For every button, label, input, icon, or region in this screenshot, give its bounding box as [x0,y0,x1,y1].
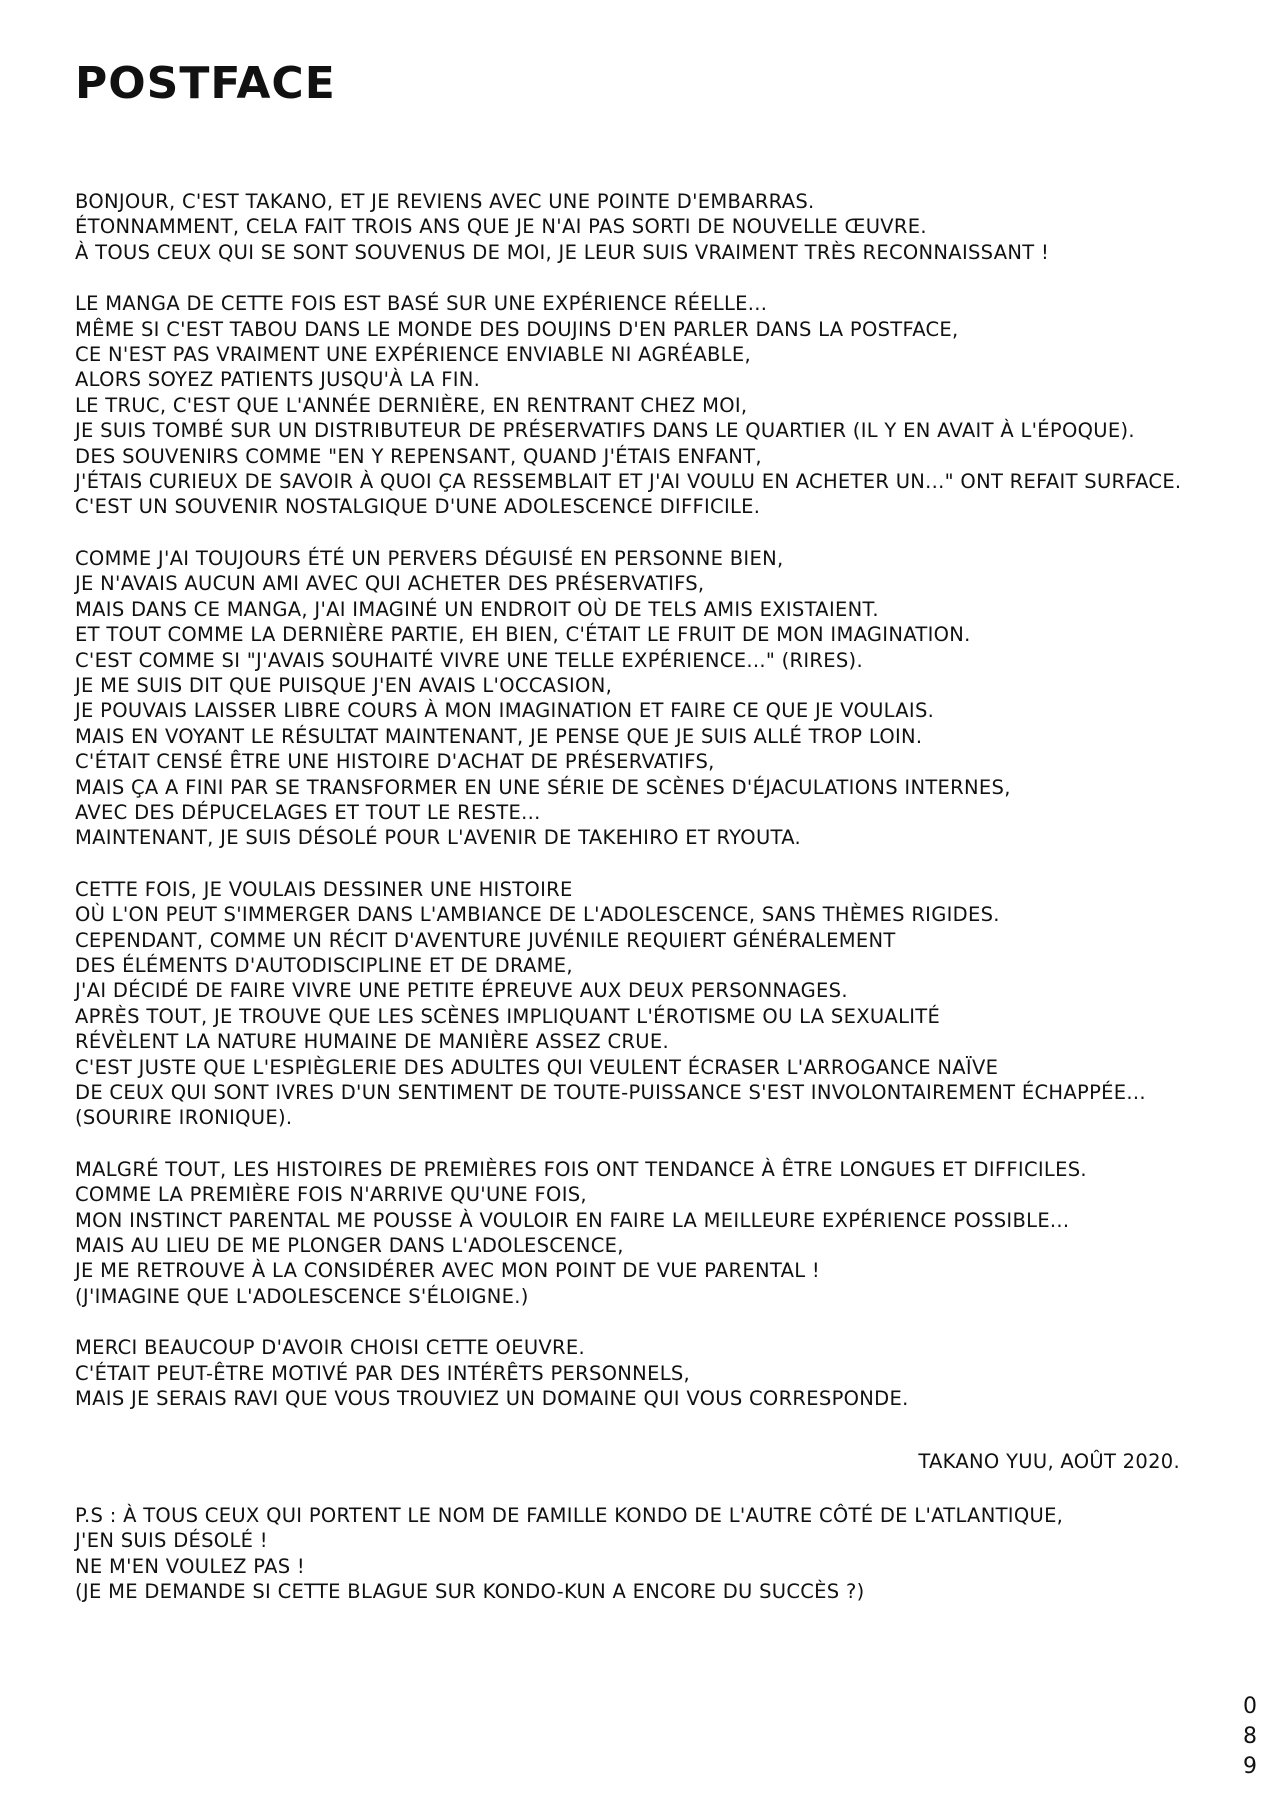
text-line: NE M'EN VOULEZ PAS ! [75,1554,306,1578]
text-line: J'AI DÉCIDÉ DE FAIRE VIVRE UNE PETITE ÉPREUVE AUX DEUX PERSONNAGES. [75,979,848,1003]
text-line: CE N'EST PAS VRAIMENT UNE EXPÉRIENCE ENVIABLE NI AGRÉABLE, [75,343,751,367]
text-line: ÉTONNAMMENT, CELA FAIT TROIS ANS QUE JE N'AI PAS SORTI DE NOUVELLE ŒUVRE. [75,215,927,239]
text-line: CETTE FOIS, JE VOULAIS DESSINER UNE HISTOIRE [75,877,573,901]
page-number-digit: 9 [1243,1754,1257,1779]
text-line: ALORS SOYEZ PATIENTS JUSQU'À LA FIN. [75,368,481,392]
postface-body [75,189,1215,1437]
text-line: MAIS EN VOYANT LE RÉSULTAT MAINTENANT, JE PENSE QUE JE SUIS ALLÉ TROP LOIN. [75,724,923,748]
paragraph-experience [75,291,1215,520]
text-line: P.S : À TOUS CEUX QUI PORTENT LE NOM DE FAMILLE KONDO DE L'AUTRE CÔTÉ DE L'ATLANTIQUE, [75,1504,1064,1527]
text-line: MAIS ÇA A FINI PAR SE TRANSFORMER EN UNE SÉRIE DE SCÈNES D'ÉJACULATIONS INTERNES, [75,775,1011,799]
page-title: POSTFACE [75,58,336,109]
text-line: MAIS DANS CE MANGA, J'AI IMAGINÉ UN ENDROIT OÙ DE TELS AMIS EXISTAIENT. [75,597,879,621]
text-line: AVEC DES DÉPUCELAGES ET TOUT LE RESTE... [75,800,541,824]
text-line: MERCI BEAUCOUP D'AVOIR CHOISI CETTE OEUVRE. [75,1336,585,1360]
text-line: MÊME SI C'EST TABOU DANS LE MONDE DES DOUJINS D'EN PARLER DANS LA POSTFACE, [75,317,959,341]
text-line: (JE ME DEMANDE SI CETTE BLAGUE SUR KONDO-KUN A ENCORE DU SUCCÈS ?) [75,1580,865,1604]
paragraph-thanks [75,1335,1215,1411]
text-line: C'EST UN SOUVENIR NOSTALGIQUE D'UNE ADOLESCENCE DIFFICILE. [75,495,761,519]
text-line: COMME J'AI TOUJOURS ÉTÉ UN PERVERS DÉGUISÉ EN PERSONNE BIEN, [75,546,784,570]
text-line: JE N'AVAIS AUCUN AMI AVEC QUI ACHETER DES PRÉSERVATIFS, [75,572,705,596]
text-line: LE TRUC, C'EST QUE L'ANNÉE DERNIÈRE, EN RENTRANT CHEZ MOI, [75,393,748,417]
paragraph-first-times [75,1157,1215,1309]
text-line: MALGRÉ TOUT, LES HISTOIRES DE PREMIÈRES FOIS ONT TENDANCE À ÊTRE LONGUES ET DIFFICILES. [75,1157,1087,1181]
postscript [75,1503,1215,1605]
text-line: COMME LA PREMIÈRE FOIS N'ARRIVE QU'UNE FOIS, [75,1183,587,1207]
text-line: MAIS JE SERAIS RAVI QUE VOUS TROUVIEZ UN DOMAINE QUI VOUS CORRESPONDE. [75,1387,909,1411]
text-line: DES ÉLÉMENTS D'AUTODISCIPLINE ET DE DRAME, [75,953,573,977]
text-line: DES SOUVENIRS COMME "EN Y REPENSANT, QUAND J'ÉTAIS ENFANT, [75,444,762,468]
page-number-digit: 8 [1243,1724,1257,1749]
text-line: JE POUVAIS LAISSER LIBRE COURS À MON IMAGINATION ET FAIRE CE QUE JE VOULAIS. [75,699,935,723]
text-line: OÙ L'ON PEUT S'IMMERGER DANS L'AMBIANCE DE L'ADOLESCENCE, SANS THÈMES RIGIDES. [75,903,1000,927]
text-line: RÉVÈLENT LA NATURE HUMAINE DE MANIÈRE ASSEZ CRUE. [75,1030,669,1054]
author-signature: TAKANO YUU, AOÛT 2020. [918,1450,1180,1473]
text-line: C'ÉTAIT CENSÉ ÊTRE UNE HISTOIRE D'ACHAT DE PRÉSERVATIFS, [75,750,715,774]
text-line: J'EN SUIS DÉSOLÉ ! [75,1529,268,1553]
text-line: C'EST JUSTE QUE L'ESPIÈGLERIE DES ADULTES QUI VEULENT ÉCRASER L'ARROGANCE NAÏVE [75,1055,999,1079]
text-line: BONJOUR, C'EST TAKANO, ET JE REVIENS AVEC UNE POINTE D'EMBARRAS. [75,190,815,213]
text-line: JE SUIS TOMBÉ SUR UN DISTRIBUTEUR DE PRÉSERVATIFS DANS LE QUARTIER (IL Y EN AVAIT À L'ÉPOQUE). [75,419,1135,443]
text-line: DE CEUX QUI SONT IVRES D'UN SENTIMENT DE TOUTE-PUISSANCE S'EST INVOLONTAIREMENT ÉCHAPPÉE... [75,1081,1146,1104]
text-line: MON INSTINCT PARENTAL ME POUSSE À VOULOIR EN FAIRE LA MEILLEURE EXPÉRIENCE POSSIBLE... [75,1208,1070,1232]
paragraph-imagination [75,546,1215,851]
text-line: ET TOUT COMME LA DERNIÈRE PARTIE, EH BIEN, C'ÉTAIT LE FRUIT DE MON IMAGINATION. [75,623,971,647]
paragraph-greeting [75,189,1215,265]
paragraph-adolescence [75,877,1215,1131]
text-line: À TOUS CEUX QUI SE SONT SOUVENUS DE MOI, JE LEUR SUIS VRAIMENT TRÈS RECONNAISSANT ! [75,240,1050,264]
text-line: MAINTENANT, JE SUIS DÉSOLÉ POUR L'AVENIR DE TAKEHIRO ET RYOUTA. [75,826,802,850]
text-line: JE ME RETROUVE À LA CONSIDÉRER AVEC MON POINT DE VUE PARENTAL ! [75,1259,821,1283]
text-line: JE ME SUIS DIT QUE PUISQUE J'EN AVAIS L'OCCASION, [75,673,613,697]
page-number-digit: 0 [1243,1694,1257,1719]
text-line: (SOURIRE IRONIQUE). [75,1106,293,1130]
text-line: C'EST COMME SI "J'AVAIS SOUHAITÉ VIVRE UNE TELLE EXPÉRIENCE..." (RIRES). [75,648,863,672]
text-line: C'ÉTAIT PEUT-ÊTRE MOTIVÉ PAR DES INTÉRÊTS PERSONNELS, [75,1361,691,1385]
text-line: CEPENDANT, COMME UN RÉCIT D'AVENTURE JUVÉNILE REQUIERT GÉNÉRALEMENT [75,928,896,952]
text-line: J'ÉTAIS CURIEUX DE SAVOIR À QUOI ÇA RESSEMBLAIT ET J'AI VOULU EN ACHETER UN..." ONT REFAIT SURFACE. [75,470,1182,494]
text-line: LE MANGA DE CETTE FOIS EST BASÉ SUR UNE EXPÉRIENCE RÉELLE... [75,292,768,316]
text-line: MAIS AU LIEU DE ME PLONGER DANS L'ADOLESCENCE, [75,1234,624,1258]
text-line: (J'IMAGINE QUE L'ADOLESCENCE S'ÉLOIGNE.) [75,1284,529,1308]
text-line: APRÈS TOUT, JE TROUVE QUE LES SCÈNES IMPLIQUANT L'ÉROTISME OU LA SEXUALITÉ [75,1004,941,1028]
page-number [1240,1692,1260,1782]
